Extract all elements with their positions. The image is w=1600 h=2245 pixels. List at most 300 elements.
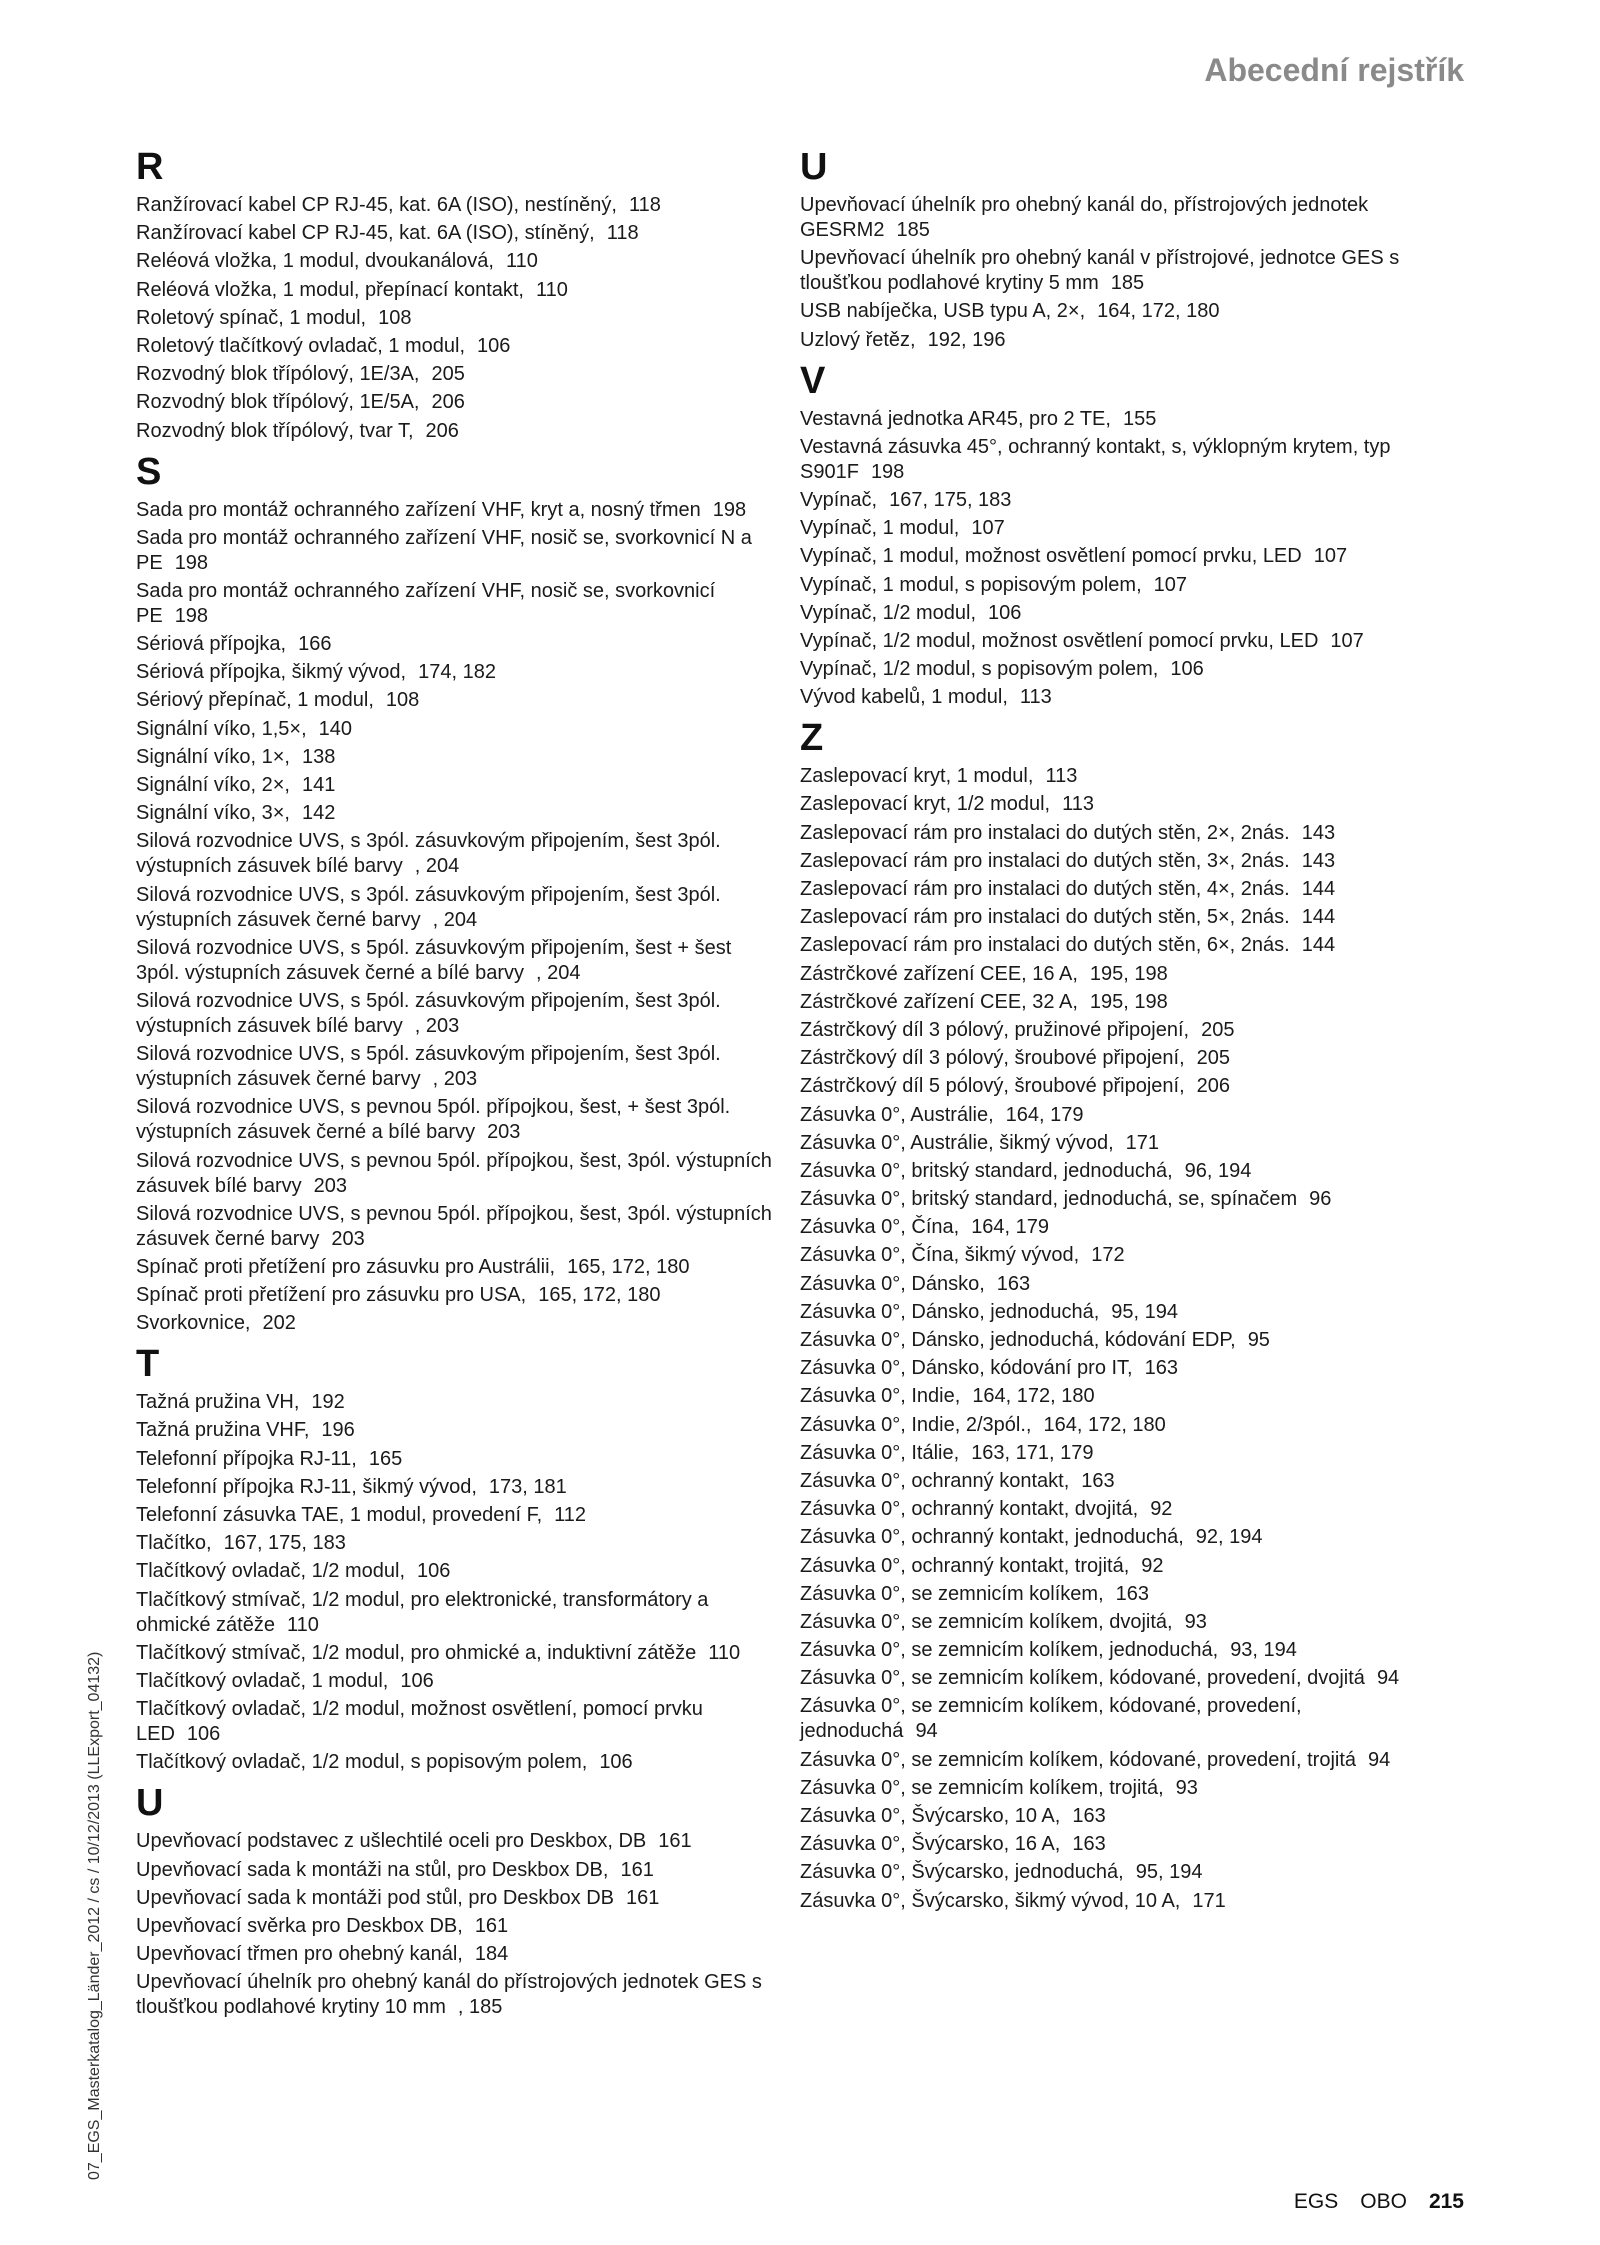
entry-term: Zásuvka 0°, Indie, (800, 1385, 961, 1408)
index-letter-heading: S (136, 450, 162, 493)
entry-term: Sériový přepínač, 1 modul, (136, 689, 374, 712)
entry-term: Upevňovací sada k montáži pod stůl, pro Deskbox DB (136, 1886, 615, 1909)
index-entry (800, 792, 1440, 817)
entry-term: Zásuvka 0°, se zemnicím kolíkem, dvojitá, (800, 1610, 1173, 1633)
index-entry (136, 688, 776, 713)
entry-term: Zásuvka 0°, Indie, 2/3pól., (800, 1413, 1032, 1436)
entry-page-ref: 112 (554, 1504, 587, 1526)
entry-term: Tlačítkový ovladač, 1 modul, (136, 1669, 389, 1692)
entry-page-ref: 171 (1192, 1889, 1226, 1912)
entry-page-ref: 141 (301, 774, 336, 796)
entry-term: Zásuvka 0°, Dánsko, kódování pro IT, (800, 1357, 1133, 1380)
entry-term: Svorkovnice, (136, 1312, 251, 1335)
entry-page-ref: 106 (417, 1560, 451, 1583)
index-column-left (136, 145, 776, 2023)
entry-page-ref: 161 (620, 1858, 654, 1881)
index-entry (136, 419, 776, 444)
entry-page-ref: 140 (318, 717, 353, 740)
index-entry (136, 1641, 776, 1666)
index-entry (136, 1970, 776, 2020)
entry-page-ref: 118 (628, 194, 661, 216)
entry-page-ref: 163, 171, 179 (971, 1441, 1094, 1464)
entry-page-ref: , 185 (457, 1996, 503, 2019)
index-entry (800, 1748, 1440, 1773)
entry-page-ref: 110 (708, 1641, 741, 1664)
index-entry (800, 193, 1440, 243)
entry-term: Tlačítkový ovladač, 1/2 modul, možnost osvětlení, pomocí prvku LED (136, 1698, 703, 1746)
entry-term: Ranžírovací kabel CP RJ-45, kat. 6A (ISO), nestíněný, (136, 194, 617, 216)
entry-page-ref: 161 (474, 1914, 509, 1937)
entry-page-ref: 96, 194 (1184, 1159, 1252, 1182)
entry-page-ref: 165 (368, 1447, 403, 1470)
entry-page-ref: 185 (1110, 272, 1145, 295)
entry-term: Upevňovací svěrka pro Deskbox DB, (136, 1914, 463, 1937)
entry-page-ref: 93 (1184, 1610, 1207, 1633)
entry-page-ref: 192, 196 (927, 328, 1006, 351)
index-entry (136, 334, 776, 359)
entry-term: Vypínač, 1 modul, možnost osvětlení pomocí prvku, LED (800, 545, 1302, 568)
index-entry (800, 657, 1440, 682)
index-entry (136, 717, 776, 742)
index-column-right (800, 145, 1440, 1917)
entry-term: Vypínač, 1/2 modul, s popisovým polem, (800, 658, 1159, 681)
index-entry (800, 1328, 1440, 1353)
entry-term: Zástrčkový díl 5 pólový, šroubové připojení, (800, 1075, 1185, 1098)
entry-term: Spínač proti přetížení pro zásuvku pro Austrálii, (136, 1255, 556, 1278)
entry-page-ref: 106 (186, 1723, 221, 1746)
entry-term: Silová rozvodnice UVS, s pevnou 5pól. přípojkou, šest, 3pól. výstupních zásuvek černé barvy (136, 1202, 772, 1250)
entry-page-ref: 107 (971, 517, 1005, 540)
index-entry (136, 1095, 776, 1145)
entry-page-ref: , 204 (536, 961, 581, 984)
index-entry (800, 1356, 1440, 1381)
entry-term: Vestavná zásuvka 45°, ochranný kontakt, s, výklopným krytem, typ S901F (800, 435, 1391, 483)
entry-term: Silová rozvodnice UVS, s pevnou 5pól. přípojkou, šest, 3pól. výstupních zásuvek bílé barvy (136, 1149, 772, 1197)
entry-page-ref: 106 (599, 1751, 633, 1774)
entry-term: Tažná pružina VHF, (136, 1419, 310, 1442)
entry-page-ref: 110 (536, 278, 568, 301)
entry-page-ref: 165, 172, 180 (538, 1284, 661, 1307)
entry-page-ref: 164, 172, 180 (1043, 1413, 1166, 1436)
entry-term: Zaslepovací rám pro instalaci do dutých stěn, 3×, 2nás. (800, 849, 1290, 872)
entry-page-ref: 185 (896, 219, 930, 241)
index-entry (136, 278, 776, 303)
entry-term: Zásuvka 0°, Dánsko, (800, 1272, 985, 1295)
entry-term: Vypínač, (800, 488, 878, 511)
entry-term: Vypínač, 1/2 modul, (800, 601, 977, 624)
index-entry (136, 579, 776, 629)
entry-page-ref: 92 (1150, 1498, 1173, 1521)
index-entry (800, 1776, 1440, 1801)
entry-term: Zásuvka 0°, Austrálie, šikmý vývod, (800, 1131, 1114, 1154)
entry-page-ref: 166 (298, 633, 332, 656)
entry-page-ref: 107 (1313, 545, 1348, 568)
entry-term: Zásuvka 0°, Čína, (800, 1216, 960, 1239)
entry-page-ref: , 204 (414, 855, 460, 878)
entry-page-ref: 164, 179 (971, 1216, 1050, 1239)
entry-page-ref: 203 (487, 1121, 521, 1144)
entry-page-ref: 203 (313, 1174, 348, 1197)
entry-term: Signální víko, 1×, (136, 745, 290, 768)
index-entry (800, 877, 1440, 902)
entry-term: Zaslepovací kryt, 1/2 modul, (800, 793, 1051, 816)
entry-page-ref: 198 (870, 460, 905, 483)
entry-page-ref: 205 (1201, 1018, 1235, 1041)
index-entry (800, 1469, 1440, 1494)
entry-term: Zásuvka 0°, Dánsko, jednoduchá, kódování EDP, (800, 1329, 1236, 1351)
entry-page-ref: 206 (1196, 1075, 1231, 1098)
index-entry (800, 962, 1440, 987)
entry-term: Vypínač, 1/2 modul, možnost osvětlení pomocí prvku, LED (800, 629, 1319, 652)
index-entry (136, 1202, 776, 1252)
index-entry (800, 849, 1440, 874)
index-entry (136, 1669, 776, 1694)
index-entry (800, 573, 1440, 598)
entry-page-ref: 205 (431, 363, 465, 386)
index-entry (136, 1942, 776, 1967)
index-entry (800, 905, 1440, 930)
entry-page-ref: 206 (431, 391, 465, 414)
entry-page-ref: 118 (606, 222, 639, 245)
index-entry (800, 516, 1440, 541)
index-entry (136, 1475, 776, 1500)
entry-term: Zaslepovací rám pro instalaci do dutých stěn, 2×, 2nás. (800, 821, 1290, 844)
index-entry (800, 1384, 1440, 1409)
index-entry (136, 1390, 776, 1415)
index-entry (800, 1413, 1440, 1438)
index-entry (800, 821, 1440, 846)
index-entry (136, 1588, 776, 1638)
entry-page-ref: 161 (626, 1886, 660, 1909)
entry-page-ref: 167, 175, 183 (889, 488, 1012, 511)
index-entry (800, 488, 1440, 513)
entry-page-ref: 110 (506, 250, 538, 273)
entry-page-ref: 164, 172, 180 (972, 1385, 1095, 1408)
index-entry (136, 1503, 776, 1528)
entry-page-ref: 164, 179 (1005, 1103, 1084, 1126)
page-title: Abecední rejstřík (1204, 52, 1464, 88)
entry-page-ref: 106 (1170, 658, 1204, 681)
entry-page-ref: 106 (477, 334, 511, 357)
entry-term: Signální víko, 2×, (136, 774, 290, 796)
entry-page-ref: , 204 (432, 908, 478, 931)
entry-term: Sériová přípojka, šikmý vývod, (136, 661, 407, 684)
entry-page-ref: 163 (1081, 1469, 1115, 1492)
index-entry (136, 1255, 776, 1280)
entry-page-ref: 94 (915, 1720, 938, 1743)
index-entry (136, 1418, 776, 1443)
index-entry (800, 1215, 1440, 1240)
entry-term: Zásuvka 0°, Dánsko, jednoduchá, (800, 1300, 1100, 1323)
index-entry (800, 328, 1440, 353)
footer-brand-obo: OBO (1360, 2190, 1407, 2213)
entry-term: Tlačítkový ovladač, 1/2 modul, (136, 1560, 406, 1583)
entry-term: Zásuvka 0°, ochranný kontakt, jednoduchá, (800, 1526, 1184, 1549)
entry-page-ref: 174, 182 (418, 661, 496, 684)
entry-page-ref: 163 (1072, 1833, 1106, 1856)
entry-page-ref: 163 (1072, 1805, 1106, 1827)
entry-term: Zástrčkový díl 3 pólový, šroubové připojení, (800, 1047, 1185, 1070)
entry-term: Zásuvka 0°, britský standard, jednoduchá, (800, 1159, 1173, 1182)
entry-term: Zásuvka 0°, se zemnicím kolíkem, kódované, provedení, dvojitá (800, 1667, 1365, 1690)
index-entry (800, 1441, 1440, 1466)
entry-page-ref: 195, 198 (1089, 990, 1168, 1013)
entry-term: Upevňovací úhelník pro ohebný kanál do přístrojových jednotek GES s tloušťkou podlahové krytiny 10 mm (136, 1971, 762, 2019)
entry-term: Zásuvka 0°, ochranný kontakt, (800, 1469, 1070, 1492)
entry-term: Tlačítkový ovladač, 1/2 modul, s popisovým polem, (136, 1751, 588, 1774)
entry-term: Ranžírovací kabel CP RJ-45, kat. 6A (ISO), stíněný, (136, 222, 595, 245)
entry-term: Zásuvka 0°, ochranný kontakt, trojitá, (800, 1554, 1130, 1577)
document-reference: 07_EGS_Masterkatalog_Länder_2012 / cs / 10/12/2013 (LLExport_04132) (86, 1651, 103, 2180)
index-letter-heading: V (800, 359, 826, 402)
entry-term: Roletový tlačítkový ovladač, 1 modul, (136, 334, 466, 357)
entry-term: Zásuvka 0°, se zemnicím kolíkem, (800, 1582, 1104, 1605)
entry-page-ref: 196 (321, 1419, 355, 1442)
entry-term: Tažná pružina VH, (136, 1391, 300, 1414)
index-entry (800, 1046, 1440, 1071)
entry-page-ref: 205 (1196, 1047, 1231, 1070)
index-entry (136, 1829, 776, 1854)
index-entry (800, 1272, 1440, 1297)
entry-term: Silová rozvodnice UVS, s 3pól. zásuvkovým připojením, šest 3pól. výstupních zásuvek bílé barvy (136, 830, 721, 878)
footer-brand-egs: EGS (1293, 2190, 1339, 2213)
entry-page-ref: 161 (658, 1830, 692, 1853)
entry-term: Upevňovací úhelník pro ohebný kanál do, přístrojových jednotek GESRM2 (800, 194, 1369, 241)
entry-term: Signální víko, 1,5×, (136, 717, 307, 740)
index-entry (800, 1889, 1440, 1914)
index-entry (800, 1554, 1440, 1579)
index-entry (136, 1447, 776, 1472)
entry-page-ref: 173, 181 (488, 1475, 567, 1498)
entry-page-ref: 198 (174, 551, 209, 574)
entry-term: Zásuvka 0°, Čína, šikmý vývod, (800, 1244, 1080, 1267)
index-entry (800, 1018, 1440, 1043)
entry-page-ref: 106 (988, 601, 1022, 624)
entry-page-ref: 93 (1175, 1776, 1198, 1799)
entry-term: Zásuvka 0°, Švýcarsko, 10 A, (800, 1805, 1061, 1827)
entry-term: Zásuvka 0°, se zemnicím kolíkem, jednoduchá, (800, 1639, 1219, 1662)
entry-page-ref: 155 (1122, 407, 1157, 430)
entry-term: Vypínač, 1 modul, (800, 517, 960, 540)
index-entry (800, 990, 1440, 1015)
index-entry (800, 1497, 1440, 1522)
index-entry (800, 1666, 1440, 1691)
entry-term: Zásuvka 0°, se zemnicím kolíkem, kódované, provedení, jednoduchá (800, 1695, 1302, 1743)
entry-page-ref: 203 (331, 1227, 365, 1250)
index-entry (800, 299, 1440, 324)
index-entry (136, 1750, 776, 1775)
entry-term: Zástrčkový díl 3 pólový, pružinové připojení, (800, 1018, 1190, 1041)
page-number: 215 (1428, 2190, 1464, 2213)
entry-term: Zaslepovací rám pro instalaci do dutých stěn, 4×, 2nás. (800, 878, 1290, 900)
index-entry (136, 498, 776, 523)
entry-term: Silová rozvodnice UVS, s 5pól. zásuvkovým připojením, šest + šest 3pól. výstupních zásuvek černé a bílé barvy (136, 936, 732, 984)
entry-term: Zásuvka 0°, se zemnicím kolíkem, kódované, provedení, trojitá (800, 1748, 1357, 1771)
index-entry (136, 1149, 776, 1199)
entry-page-ref: 95, 194 (1135, 1861, 1203, 1884)
entry-term: Telefonní přípojka RJ-11, (136, 1447, 357, 1470)
index-entry (136, 773, 776, 798)
entry-page-ref: 113 (1019, 686, 1052, 709)
index-entry (136, 745, 776, 770)
entry-page-ref: 171 (1125, 1131, 1160, 1154)
entry-page-ref: 95 (1247, 1329, 1270, 1351)
entry-page-ref: 198 (174, 604, 209, 627)
page-footer (1294, 2190, 1464, 2214)
entry-term: Zásuvka 0°, Švýcarsko, jednoduchá, (800, 1861, 1124, 1884)
index-entry (136, 936, 776, 986)
index-entry (800, 1300, 1440, 1325)
entry-page-ref: 113 (1045, 765, 1078, 788)
entry-term: Silová rozvodnice UVS, s 3pól. zásuvkovým připojením, šest 3pól. výstupních zásuvek černé barvy (136, 883, 721, 931)
index-entry (136, 306, 776, 331)
entry-term: Upevňovací podstavec z ušlechtilé oceli pro Deskbox, DB (136, 1830, 647, 1853)
entry-term: Sada pro montáž ochranného zařízení VHF, kryt a, nosný třmen (136, 498, 701, 521)
index-letter-heading: Z (800, 717, 824, 760)
entry-page-ref: 94 (1368, 1748, 1391, 1771)
index-entry (800, 1582, 1440, 1607)
index-entry (800, 1832, 1440, 1857)
entry-page-ref: 163 (1144, 1357, 1178, 1380)
entry-page-ref: 106 (400, 1669, 434, 1692)
index-entry (136, 1914, 776, 1939)
entry-term: Upevňovací úhelník pro ohebný kanál v přístrojové, jednotce GES s tloušťkou podlahové krytiny 5 mm (800, 247, 1400, 295)
index-letter-heading: T (136, 1343, 160, 1386)
index-entry (800, 601, 1440, 626)
entry-term: Uzlový řetěz, (800, 328, 916, 351)
entry-term: Rozvodný blok třípólový, 1E/5A, (136, 391, 420, 414)
entry-page-ref: 138 (301, 745, 336, 768)
entry-page-ref: 93, 194 (1230, 1639, 1297, 1662)
index-entry (136, 526, 776, 576)
entry-term: Rozvodný blok třípólový, tvar T, (136, 419, 414, 442)
entry-term: Zásuvka 0°, britský standard, jednoduchá, se, spínačem (800, 1188, 1298, 1211)
entry-page-ref: 195, 198 (1089, 962, 1168, 985)
entry-term: Reléová vložka, 1 modul, dvoukanálová, (136, 250, 494, 273)
index-entry (136, 1283, 776, 1308)
index-entry (800, 1860, 1440, 1885)
entry-term: Upevňovací sada k montáži na stůl, pro Deskbox DB, (136, 1858, 609, 1881)
entry-page-ref: 108 (378, 306, 412, 329)
index-entry (136, 1697, 776, 1747)
entry-page-ref: 113 (1062, 793, 1094, 816)
index-entry (136, 660, 776, 685)
index-entry (800, 544, 1440, 569)
index-entry (800, 1804, 1440, 1829)
index-entry (136, 1559, 776, 1584)
entry-term: Silová rozvodnice UVS, s 5pól. zásuvkovým připojením, šest 3pól. výstupních zásuvek bílé barvy (136, 989, 721, 1037)
index-entry (800, 1159, 1440, 1184)
entry-term: Zásuvka 0°, Švýcarsko, šikmý vývod, 10 A, (800, 1889, 1181, 1912)
index-entry (136, 1886, 776, 1911)
entry-term: Zaslepovací rám pro instalaci do dutých stěn, 6×, 2nás. (800, 934, 1290, 957)
index-entry (800, 246, 1440, 296)
entry-page-ref: 206 (425, 419, 459, 442)
entry-term: Roletový spínač, 1 modul, (136, 306, 367, 329)
index-entry (136, 362, 776, 387)
index-entry (136, 221, 776, 246)
index-entry (800, 764, 1440, 789)
entry-page-ref: 94 (1376, 1667, 1400, 1690)
entry-term: USB nabíječka, USB typu A, 2×, (800, 300, 1086, 323)
index-entry (136, 801, 776, 826)
index-entry (800, 1243, 1440, 1268)
index-entry (800, 629, 1440, 654)
index-entry (800, 407, 1440, 432)
index-entry (136, 1858, 776, 1883)
entry-term: Vývod kabelů, 1 modul, (800, 686, 1008, 709)
entry-term: Sada pro montáž ochranného zařízení VHF, nosič se, svorkovnicí N a PE (136, 526, 752, 574)
index-entry (136, 829, 776, 879)
entry-page-ref: 192 (311, 1391, 345, 1414)
index-entry (136, 249, 776, 274)
entry-term: Zásuvka 0°, Itálie, (800, 1441, 960, 1464)
entry-page-ref: 144 (1301, 878, 1336, 900)
index-entry (800, 435, 1440, 485)
entry-term: Zásuvka 0°, Austrálie, (800, 1103, 994, 1126)
entry-page-ref: 92, 194 (1195, 1526, 1263, 1549)
entry-term: Zaslepovací kryt, 1 modul, (800, 765, 1034, 788)
entry-page-ref: 108 (385, 689, 420, 712)
entry-term: Spínač proti přetížení pro zásuvku pro USA, (136, 1284, 527, 1307)
entry-page-ref: 144 (1301, 934, 1336, 957)
entry-page-ref: , 203 (414, 1014, 460, 1037)
entry-term: Zaslepovací rám pro instalaci do dutých stěn, 5×, 2nás. (800, 906, 1290, 929)
index-entry (800, 685, 1440, 710)
index-entry (136, 1042, 776, 1092)
entry-term: Sada pro montáž ochranného zařízení VHF, nosič se, svorkovnicí PE (136, 579, 716, 627)
index-entry (800, 1694, 1440, 1744)
entry-page-ref: 184 (474, 1943, 509, 1966)
index-entry (800, 1131, 1440, 1156)
index-entry (800, 1525, 1440, 1550)
entry-term: Upevňovací třmen pro ohebný kanál, (136, 1943, 463, 1966)
entry-page-ref: 167, 175, 183 (223, 1532, 346, 1555)
index-entry (136, 883, 776, 933)
index-entry (136, 193, 776, 218)
entry-term: Sériová přípojka, (136, 633, 287, 656)
index-entry (800, 1103, 1440, 1128)
entry-term: Silová rozvodnice UVS, s pevnou 5pól. přípojkou, šest, + šest 3pól. výstupních zásuvek černé a bílé barvy (136, 1096, 731, 1144)
entry-page-ref: 110 (286, 1613, 319, 1636)
index-entry (800, 1074, 1440, 1099)
index-entry (800, 1638, 1440, 1663)
entry-page-ref: 165, 172, 180 (567, 1255, 690, 1278)
index-entry (800, 1610, 1440, 1635)
entry-page-ref: 92 (1141, 1554, 1164, 1577)
entry-term: Vypínač, 1 modul, s popisovým polem, (800, 573, 1142, 596)
entry-page-ref: 164, 172, 180 (1097, 300, 1220, 323)
entry-page-ref: 107 (1153, 573, 1188, 596)
entry-page-ref: 95, 194 (1111, 1300, 1179, 1323)
index-letter-heading: U (800, 146, 828, 188)
entry-page-ref: 198 (712, 498, 747, 521)
index-entry (800, 933, 1440, 958)
entry-term: Tlačítkový stmívač, 1/2 modul, pro elektronické, transformátory a ohmické zátěže (136, 1588, 709, 1636)
entry-term: Reléová vložka, 1 modul, přepínací kontakt, (136, 278, 524, 301)
entry-term: Telefonní zásuvka TAE, 1 modul, provedení F, (136, 1504, 543, 1526)
index-entry (800, 1187, 1440, 1212)
entry-page-ref: 144 (1301, 906, 1336, 929)
index-entry (136, 1531, 776, 1556)
entry-term: Tlačítkový stmívač, 1/2 modul, pro ohmické a, induktivní zátěže (136, 1641, 697, 1664)
entry-term: Silová rozvodnice UVS, s 5pól. zásuvkovým připojením, šest 3pól. výstupních zásuvek černé barvy (136, 1043, 721, 1091)
entry-page-ref: 202 (262, 1312, 296, 1335)
entry-term: Zásuvka 0°, se zemnicím kolíkem, trojitá, (800, 1776, 1164, 1799)
entry-term: Zástrčkové zařízení CEE, 32 A, (800, 990, 1078, 1013)
entry-term: Tlačítko, (136, 1532, 212, 1555)
entry-term: Rozvodný blok třípólový, 1E/3A, (136, 363, 420, 386)
